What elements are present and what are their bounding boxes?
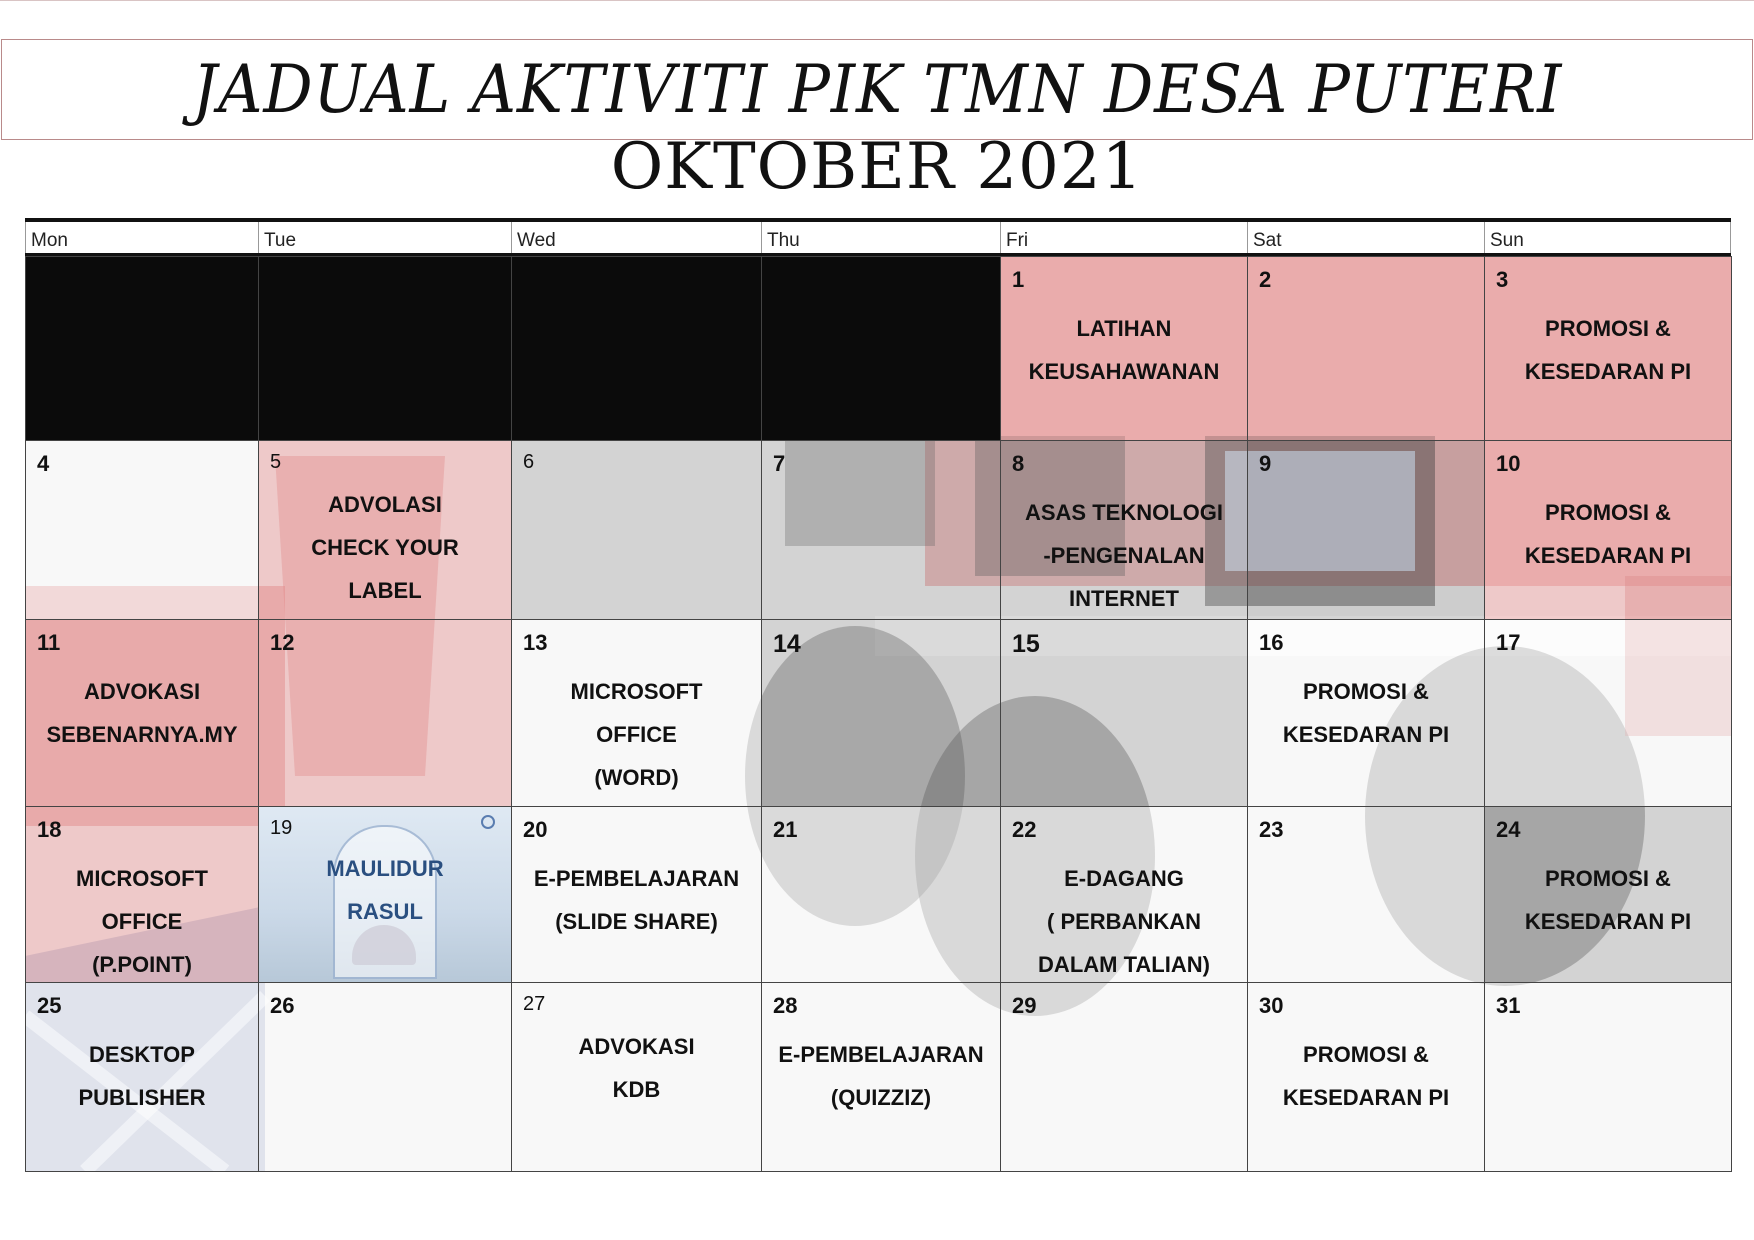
- event-line: SEBENARNYA.MY: [46, 722, 238, 747]
- day-cell-2: [1247, 256, 1484, 440]
- day-number: 9: [1259, 451, 1272, 476]
- page-title: JADUAL AKTIVITI PIK TMN DESA PUTERI: [192, 51, 1562, 128]
- day-cell-23: [1247, 806, 1484, 982]
- empty-cell: [761, 256, 1000, 440]
- event-text: [762, 1033, 1000, 1119]
- event-line: PUBLISHER: [78, 1085, 206, 1110]
- day-cell-28: [761, 982, 1000, 1171]
- day-number: 2: [1259, 267, 1272, 292]
- day-cell-6: [511, 440, 761, 619]
- event-line: CHECK YOUR: [311, 535, 459, 560]
- day-number: 11: [37, 630, 61, 655]
- day-number: 1: [1012, 267, 1025, 292]
- event-line: KESEDARAN PI: [1524, 543, 1692, 568]
- event-line: MICROSOFT: [570, 679, 703, 704]
- day-cell-24: [1484, 806, 1731, 982]
- day-cell-5: [258, 440, 511, 619]
- event-text: [259, 847, 511, 933]
- event-text: [1001, 307, 1247, 393]
- event-text: [512, 1025, 761, 1111]
- day-number: 8: [1012, 451, 1025, 476]
- day-cell-12: [258, 619, 511, 806]
- day-cell-21: [761, 806, 1000, 982]
- event-line: ADVOLASI: [328, 492, 442, 517]
- day-number: 6: [523, 451, 535, 473]
- event-text: [26, 857, 258, 982]
- day-cell-9: [1247, 440, 1484, 619]
- day-cell-10: [1484, 440, 1731, 619]
- event-line: LABEL: [348, 578, 422, 603]
- day-cell-3: [1484, 256, 1731, 440]
- event-line: E-DAGANG: [1064, 866, 1184, 891]
- day-number: 10: [1496, 451, 1521, 476]
- day-cell-11: [25, 619, 258, 806]
- event-text: [1485, 307, 1731, 393]
- weekday-wed: Wed: [511, 222, 761, 253]
- event-line: PROMOSI &: [1303, 679, 1429, 704]
- day-cell-29: [1000, 982, 1247, 1171]
- day-cell-22: [1000, 806, 1247, 982]
- event-line: (QUIZZIZ): [830, 1085, 932, 1110]
- day-number: 7: [773, 451, 786, 476]
- weekday-sat: Sat: [1247, 222, 1484, 253]
- day-number: 25: [37, 993, 62, 1018]
- day-number: 19: [270, 817, 293, 839]
- day-number: 26: [270, 993, 295, 1018]
- event-line: PROMOSI &: [1545, 500, 1671, 525]
- day-number: 16: [1259, 630, 1284, 655]
- event-line: KESEDARAN PI: [1524, 909, 1692, 934]
- event-line: RASUL: [347, 899, 423, 924]
- event-line: KDB: [612, 1077, 661, 1102]
- day-number: 17: [1496, 630, 1521, 655]
- day-cell-27: [511, 982, 761, 1171]
- top-rule: [0, 0, 1754, 1]
- calendar: [25, 218, 1731, 1171]
- event-line: PROMOSI &: [1545, 316, 1671, 341]
- day-number: 23: [1259, 817, 1284, 842]
- day-number: 24: [1496, 817, 1521, 842]
- event-line: DESKTOP: [89, 1042, 195, 1067]
- day-number: 12: [270, 630, 295, 655]
- day-number: 4: [37, 451, 50, 476]
- day-number: 18: [37, 817, 62, 842]
- weekday-thu: Thu: [761, 222, 1000, 253]
- weekday-sun: Sun: [1484, 222, 1731, 253]
- day-cell-26: [258, 982, 511, 1171]
- day-cell-19: [258, 806, 511, 982]
- weekday-tue: Tue: [258, 222, 511, 253]
- day-cell-20: [511, 806, 761, 982]
- event-line: OFFICE: [596, 722, 677, 747]
- event-text: [26, 670, 258, 756]
- day-number: 3: [1496, 267, 1509, 292]
- event-line: KESEDARAN PI: [1524, 359, 1692, 384]
- event-line: E-PEMBELAJARAN: [533, 866, 740, 891]
- day-number: 21: [773, 817, 798, 842]
- day-number: 31: [1496, 993, 1521, 1018]
- event-line: KEUSAHAWANAN: [1028, 359, 1220, 384]
- day-cell-7: [761, 440, 1000, 619]
- event-line: ADVOKASI: [578, 1034, 695, 1059]
- event-text: [1248, 670, 1484, 756]
- event-line: MAULIDUR: [326, 856, 444, 881]
- event-line: (SLIDE SHARE): [555, 909, 718, 934]
- weekday-mon: Mon: [25, 222, 258, 253]
- day-cell-17: [1484, 619, 1731, 806]
- event-text: [1485, 491, 1731, 577]
- event-line: KESEDARAN PI: [1282, 1085, 1450, 1110]
- day-number: 13: [523, 630, 548, 655]
- month-title: OKTOBER 2021: [610, 130, 1144, 204]
- event-line: -PENGENALAN: [1043, 543, 1205, 568]
- event-line: PROMOSI &: [1303, 1042, 1429, 1067]
- day-cell-25: [25, 982, 258, 1171]
- event-text: [26, 1033, 258, 1119]
- day-cell-18: [25, 806, 258, 982]
- event-line: ASAS TEKNOLOGI: [1024, 500, 1223, 525]
- empty-cell: [511, 256, 761, 440]
- weekday-fri: Fri: [1000, 222, 1247, 253]
- day-cell-14: [761, 619, 1000, 806]
- event-text: [512, 670, 761, 799]
- day-number: 20: [523, 817, 548, 842]
- event-line: DALAM TALIAN): [1038, 952, 1210, 977]
- day-cell-8: [1000, 440, 1247, 619]
- event-text: [1485, 857, 1731, 943]
- event-line: MICROSOFT: [76, 866, 208, 891]
- event-line: PROMOSI &: [1545, 866, 1671, 891]
- event-line: ADVOKASI: [83, 679, 201, 704]
- event-text: [259, 483, 511, 612]
- day-cell-13: [511, 619, 761, 806]
- title-banner: [1, 39, 1753, 140]
- day-number: 27: [523, 993, 546, 1015]
- day-cell-16: [1247, 619, 1484, 806]
- day-cell-1: [1000, 256, 1247, 440]
- event-line: E-PEMBELAJARAN: [778, 1042, 984, 1067]
- empty-cell: [25, 256, 258, 440]
- event-line: ( PERBANKAN: [1047, 909, 1201, 934]
- event-line: LATIHAN: [1076, 316, 1172, 341]
- calendar-grid: [25, 256, 1732, 1172]
- day-number: 5: [270, 451, 282, 473]
- day-number: 29: [1012, 993, 1037, 1018]
- event-line: (P.POINT): [92, 952, 192, 977]
- day-cell-30: [1247, 982, 1484, 1171]
- event-text: [1001, 491, 1247, 619]
- day-cell-15: [1000, 619, 1247, 806]
- day-number: 15: [1012, 630, 1040, 658]
- day-cell-31: [1484, 982, 1731, 1171]
- weekday-header-row: [25, 222, 1731, 253]
- day-number: 28: [773, 993, 798, 1018]
- event-line: INTERNET: [1069, 586, 1179, 611]
- day-number: 22: [1012, 817, 1037, 842]
- event-line: KESEDARAN PI: [1282, 722, 1450, 747]
- empty-cell: [258, 256, 511, 440]
- event-text: [512, 857, 761, 943]
- event-line: (WORD): [594, 765, 679, 790]
- day-number: 14: [773, 630, 801, 658]
- event-text: [1248, 1033, 1484, 1119]
- day-cell-4: [25, 440, 258, 619]
- day-number: 30: [1259, 993, 1284, 1018]
- logo-icon: [481, 815, 495, 829]
- event-line: OFFICE: [101, 909, 183, 934]
- event-text: [1001, 857, 1247, 982]
